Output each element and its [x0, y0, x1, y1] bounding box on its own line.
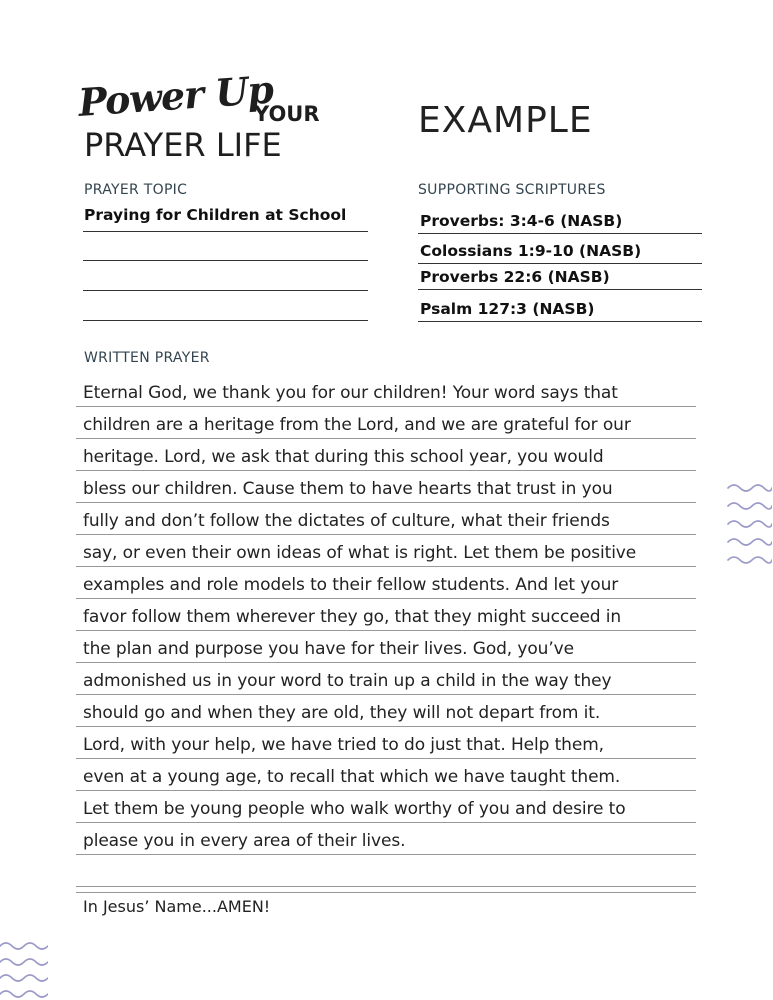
prayer-line-text: fully and don’t follow the dictates of culture, what their friends: [83, 511, 610, 531]
logo-bold-text: YOUR: [254, 102, 320, 126]
prayer-line-text: admonished us in your word to train up a child in the way they: [83, 671, 612, 691]
prayer-topic-value: Praying for Children at School: [84, 206, 347, 224]
written-prayer-body: [76, 375, 696, 887]
prayer-line-text: please you in every area of their lives.: [83, 831, 406, 851]
topic-blank-line: [83, 260, 368, 261]
prayer-line-text: Lord, with your help, we have tried to do just that. Help them,: [83, 735, 604, 755]
logo-script-text: Power Up: [76, 66, 275, 125]
prayer-line: [76, 599, 696, 631]
prayer-line-text: favor follow them wherever they go, that they might succeed in: [83, 607, 622, 627]
decorative-waves-right-icon: [726, 484, 772, 584]
scripture-item: [418, 294, 702, 322]
example-label: EXAMPLE: [418, 100, 593, 141]
prayer-line-text: even at a young age, to recall that which we have taught them.: [83, 767, 621, 787]
prayer-line-text: heritage. Lord, we ask that during this school year, you would: [83, 447, 604, 467]
prayer-line: [76, 375, 696, 407]
supporting-scriptures-label: SUPPORTING SCRIPTURES: [418, 182, 606, 198]
prayer-line: [76, 407, 696, 439]
topic-underline: [83, 231, 368, 232]
closing-underline: [76, 892, 696, 893]
prayer-line: [76, 439, 696, 471]
topic-blank-line: [83, 290, 368, 291]
prayer-line: [76, 695, 696, 727]
scripture-text: Proverbs 22:6 (NASB): [420, 268, 610, 286]
prayer-line: [76, 631, 696, 663]
prayer-line-text: bless our children. Cause them to have hearts that trust in you: [83, 479, 613, 499]
decorative-waves-left-icon: [0, 940, 48, 1000]
written-prayer-label: WRITTEN PRAYER: [84, 350, 210, 366]
prayer-line-text: children are a heritage from the Lord, and we are grateful for our: [83, 415, 631, 435]
prayer-line: [76, 503, 696, 535]
prayer-line: [76, 727, 696, 759]
prayer-line: [76, 663, 696, 695]
prayer-line: [76, 823, 696, 855]
prayer-line: [76, 535, 696, 567]
prayer-line-text: Let them be young people who walk worthy of you and desire to: [83, 799, 626, 819]
scripture-item: [418, 262, 702, 290]
prayer-line: [76, 567, 696, 599]
prayer-line: [76, 471, 696, 503]
prayer-line: [76, 791, 696, 823]
prayer-blank-line: [76, 855, 696, 887]
topic-blank-line: [83, 320, 368, 321]
prayer-topic-label: PRAYER TOPIC: [84, 182, 188, 198]
prayer-line: [76, 759, 696, 791]
prayer-line-text: Eternal God, we thank you for our children! Your word says that: [83, 383, 618, 403]
prayer-line-text: the plan and purpose you have for their lives. God, you’ve: [83, 639, 574, 659]
prayer-line-text: should go and when they are old, they will not depart from it.: [83, 703, 601, 723]
prayer-line-text: examples and role models to their fellow students. And let your: [83, 575, 619, 595]
logo-main-text: PRAYER LIFE: [84, 126, 282, 164]
scripture-item: [418, 236, 702, 264]
scripture-text: Psalm 127:3 (NASB): [420, 300, 595, 318]
scripture-text: Colossians 1:9-10 (NASB): [420, 242, 642, 260]
scripture-text: Proverbs: 3:4-6 (NASB): [420, 212, 623, 230]
scripture-item: [418, 206, 702, 234]
prayer-line-text: say, or even their own ideas of what is right. Let them be positive: [83, 543, 637, 563]
prayer-closing: In Jesus’ Name...AMEN!: [83, 897, 271, 916]
